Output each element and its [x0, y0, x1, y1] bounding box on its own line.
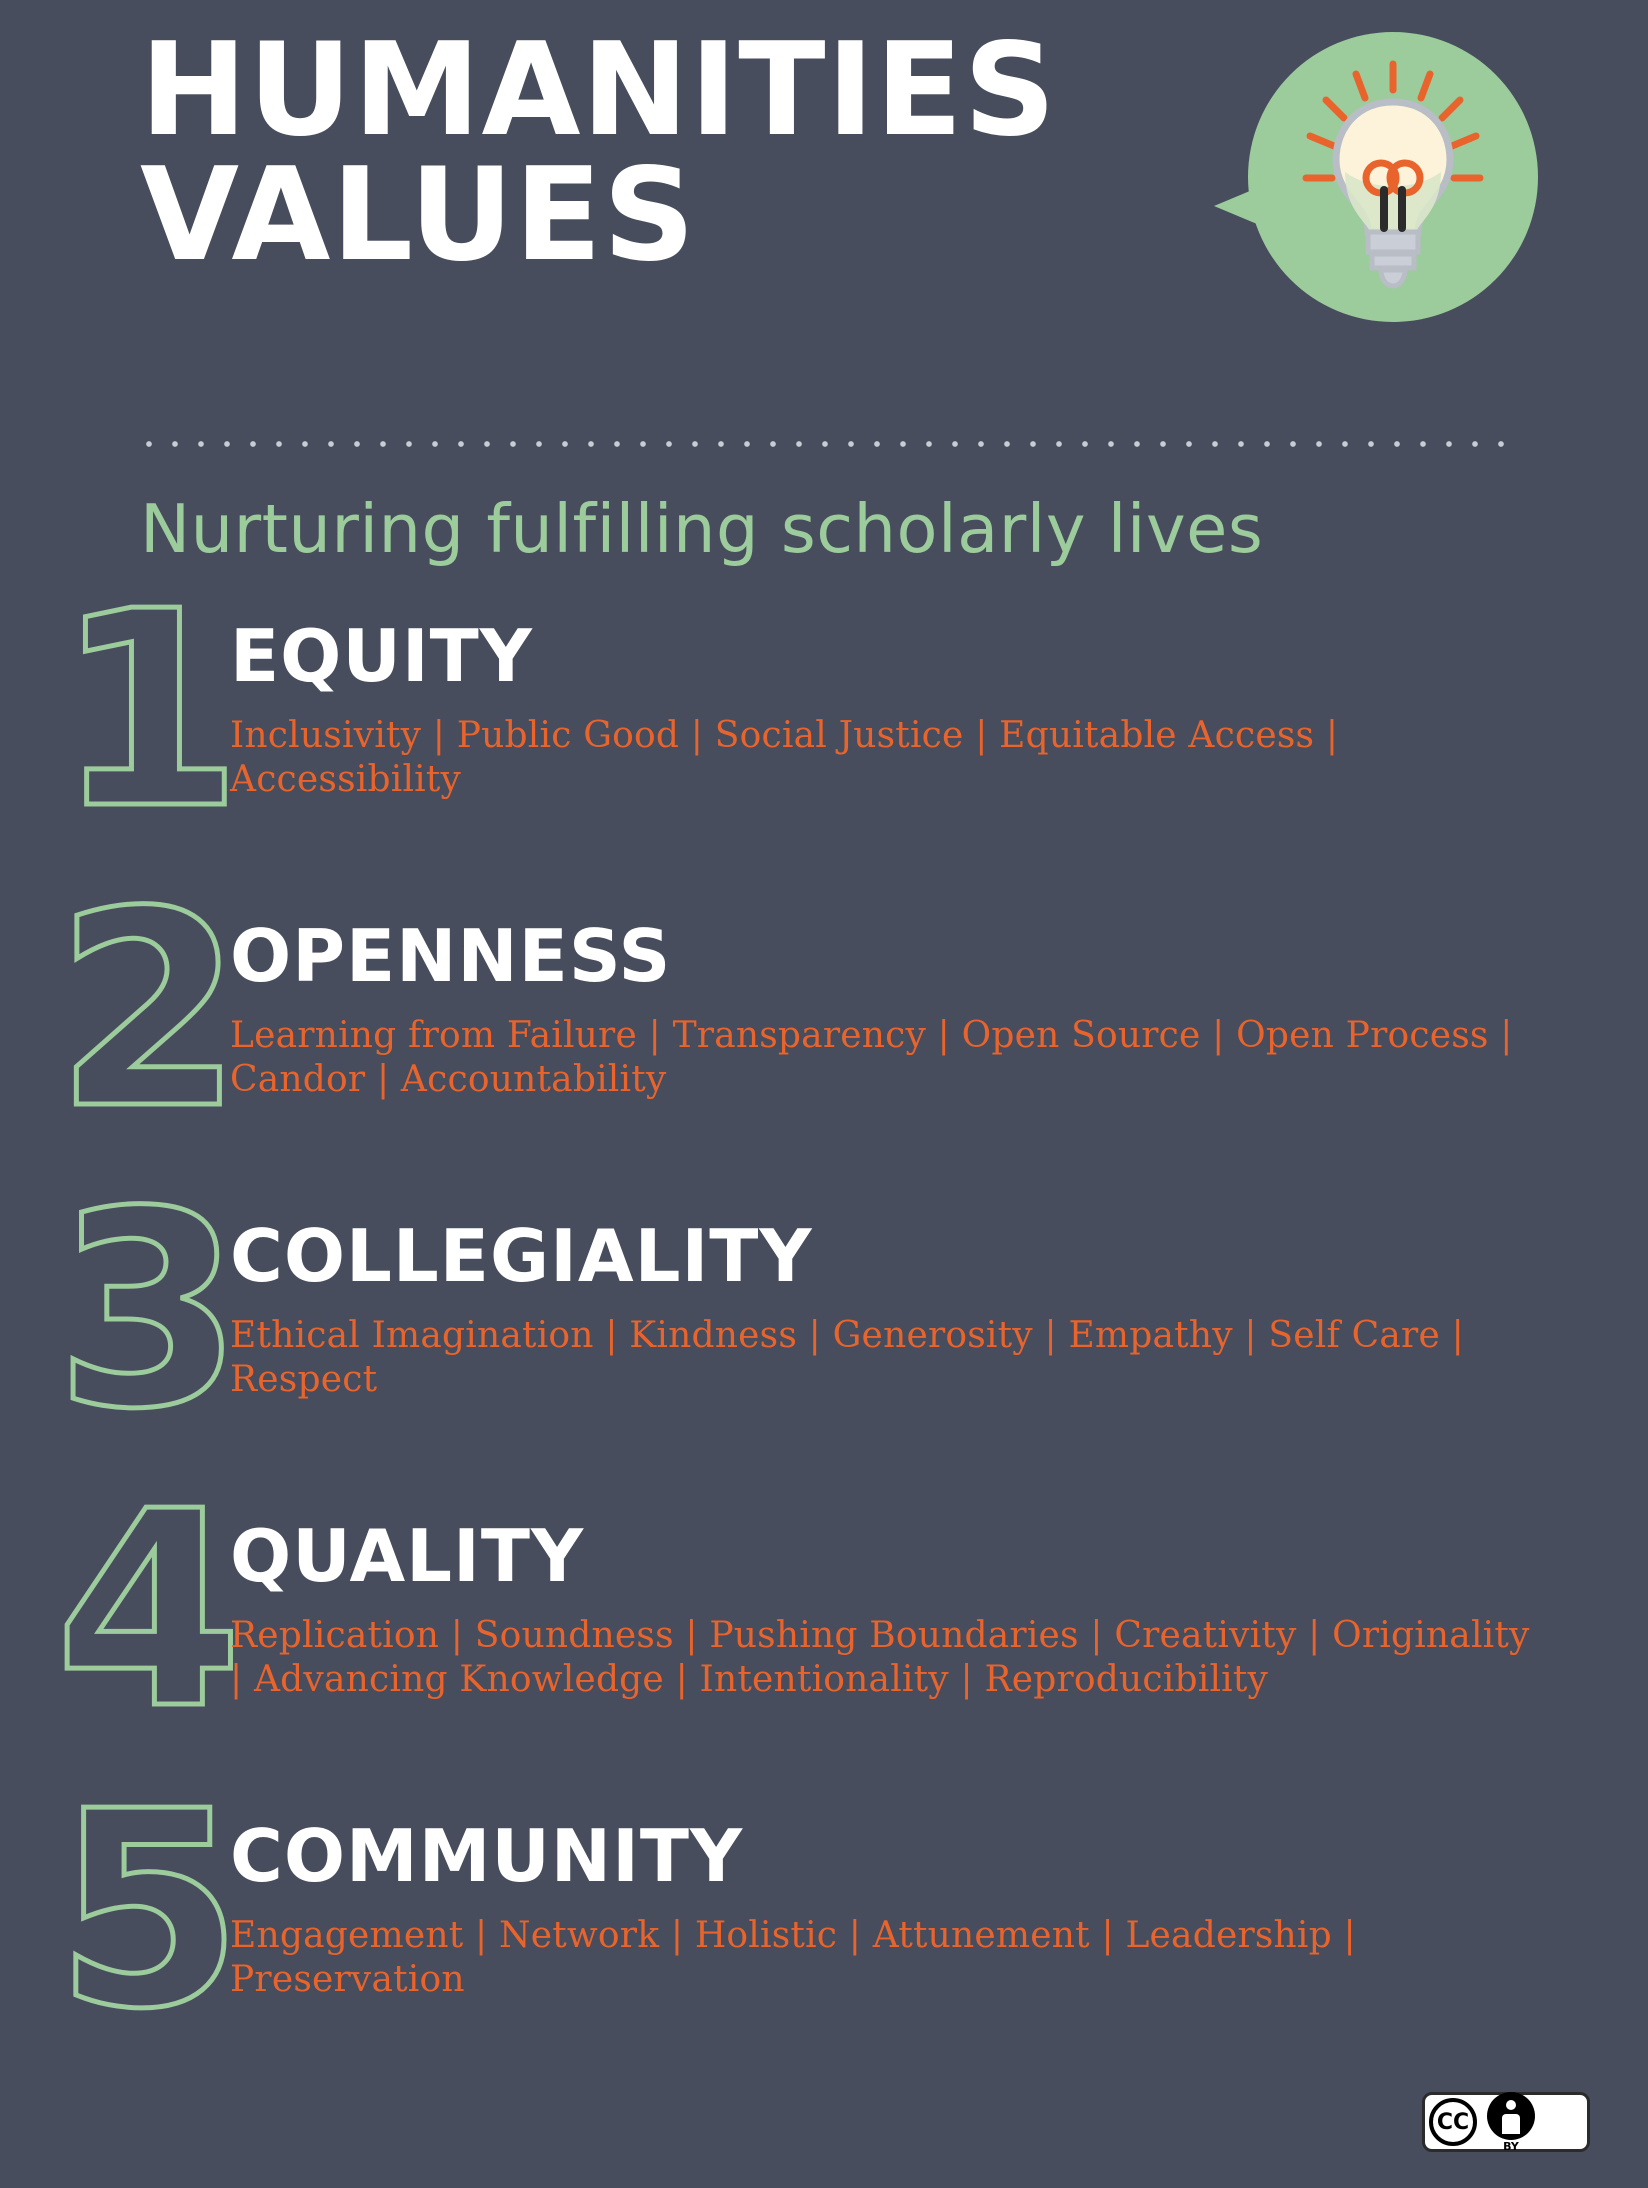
title-line-2: VALUES: [140, 141, 696, 291]
cc-mark: [1429, 2098, 1477, 2146]
value-keywords: Replication | Soundness | Pushing Boundaries | Creativity | Originality | Advancing Knowledge | Intentionality | Reproducibility: [230, 1615, 1530, 1700]
dotted-divider: [136, 440, 1518, 448]
value-content: [230, 900, 1648, 1102]
lightbulb-icon: [1208, 20, 1538, 350]
list-item: [0, 1753, 1648, 2100]
person-icon: [1487, 2092, 1535, 2140]
value-title: QUALITY: [230, 1514, 585, 1598]
title-line-1: HUMANITIES: [140, 16, 1057, 165]
bulb-glyph: [1248, 32, 1538, 322]
value-title: OPENNESS: [230, 914, 672, 998]
list-item: [0, 853, 1648, 1200]
creative-commons-badge: [1422, 2092, 1590, 2152]
value-title: EQUITY: [230, 614, 533, 698]
page-title: [140, 16, 1140, 291]
cc-by-label: BY: [1503, 2140, 1519, 2153]
cc-by-mark: [1487, 2092, 1535, 2152]
cc-icon: CC: [1429, 2098, 1477, 2146]
value-content: [230, 1800, 1648, 2002]
poster-header: [0, 0, 1648, 400]
value-title: COMMUNITY: [230, 1814, 744, 1898]
values-list: [0, 553, 1648, 2100]
value-number: 4: [55, 1453, 243, 1768]
value-number: 2: [55, 853, 243, 1168]
value-content: [230, 1500, 1648, 1702]
value-keywords: Inclusivity | Public Good | Social Justice | Equitable Access | Accessibility: [230, 715, 1339, 800]
poster-subtitle: Nurturing fulfilling scholarly lives: [140, 490, 1264, 568]
value-title: COLLEGIALITY: [230, 1214, 813, 1298]
list-item: [0, 1153, 1648, 1500]
value-number: 3: [55, 1153, 243, 1468]
value-number: 1: [55, 553, 243, 868]
value-number: 5: [55, 1753, 243, 2068]
value-keywords: Ethical Imagination | Kindness | Generosity | Empathy | Self Care | Respect: [230, 1315, 1464, 1400]
value-content: [230, 1200, 1648, 1402]
list-item: [0, 1453, 1648, 1800]
value-content: [230, 600, 1648, 802]
value-keywords: Engagement | Network | Holistic | Attunement | Leadership | Preservation: [230, 1915, 1356, 2000]
list-item: [0, 553, 1648, 900]
value-keywords: Learning from Failure | Transparency | Open Source | Open Process | Candor | Accountability: [230, 1015, 1513, 1100]
